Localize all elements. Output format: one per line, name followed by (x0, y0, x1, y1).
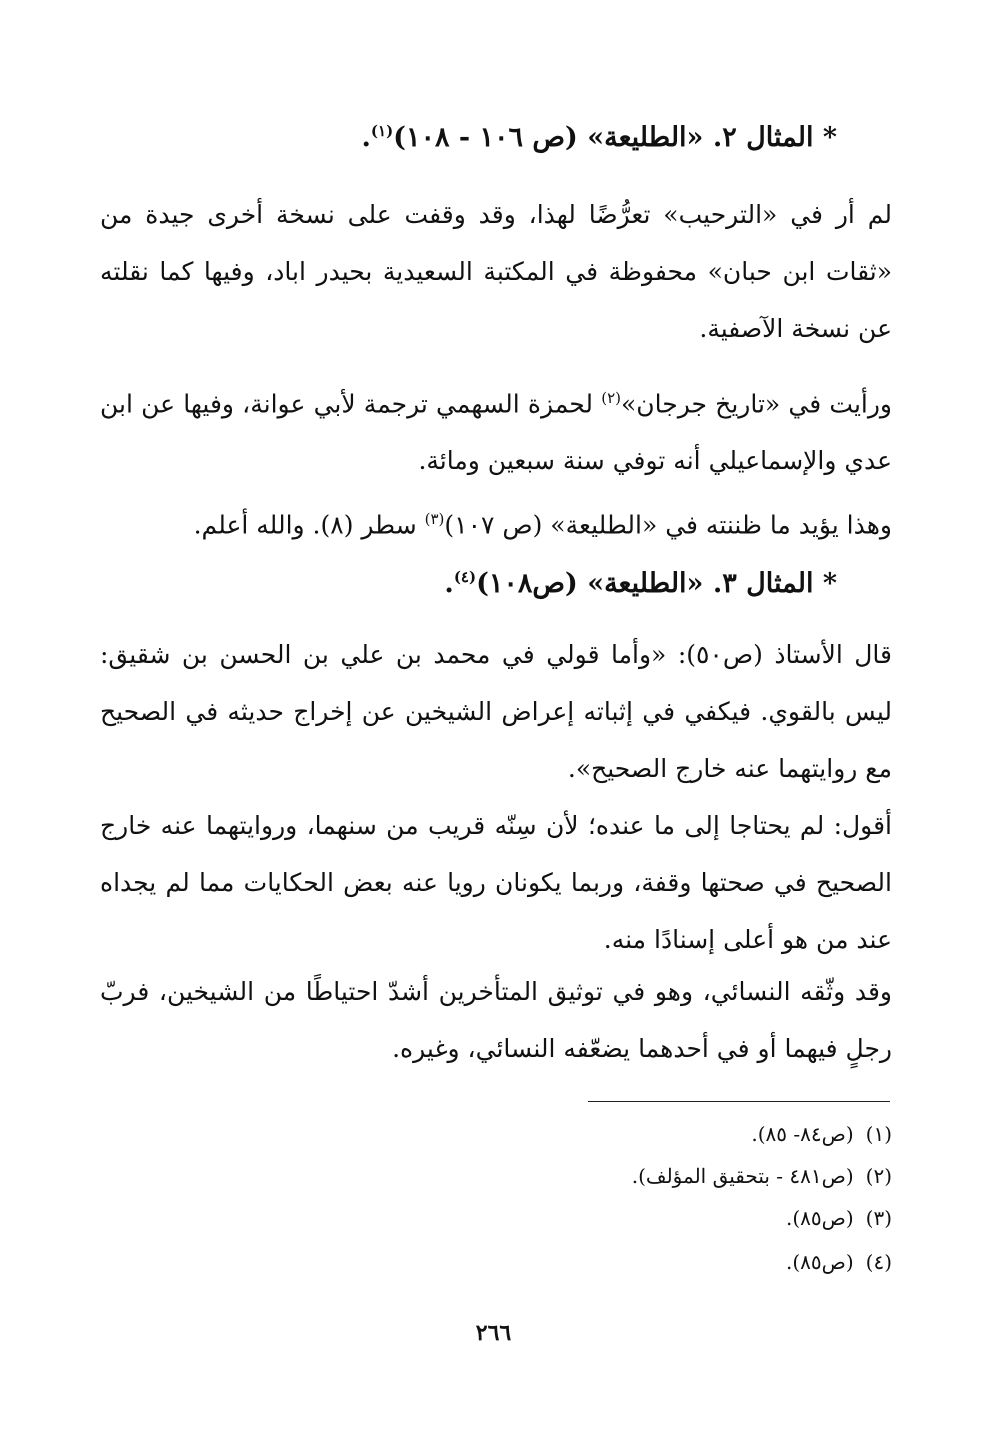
paragraph-response (100, 797, 892, 968)
footnote-3-number: (٣) (865, 1206, 892, 1230)
page-number: ٢٦٦ (475, 1320, 512, 1346)
footnote-ref-3: (٣) (424, 510, 445, 528)
example-3-heading-text: * المثال ٣. «الطليعة» (ص١٠٨) (476, 568, 837, 599)
paragraph-tarikh-jurjan (100, 370, 892, 489)
footnote-3 (786, 1206, 892, 1230)
footnote-4 (786, 1250, 892, 1274)
footnote-2-number: (٢) (865, 1164, 892, 1188)
paragraph-ustadh-quote-text: قال الأستاذ (ص٥٠): «وأما قولي في محمد بن علي بن الحسن بن شقيق: ليس بالقوي. فيكفي في إثباته إعراض الشيخين عن إخراج حديثه في الصحيح مع روايتهما عنه خارج الصحيح». (100, 640, 892, 783)
example-2-heading: * المثال ٢. «الطليعة» (ص ١٠٦ - ١٠٨)$^{(١)}$. (361, 122, 837, 153)
paragraph-ustadh-quote (100, 626, 892, 797)
paragraph-tarheeb (100, 186, 892, 357)
footnote-3-text: (ص٨٥). (785, 1206, 854, 1230)
footnote-ref-4: (٤) (453, 568, 477, 586)
footnote-4-number: (٤) (865, 1250, 892, 1274)
paragraph-nasai (100, 963, 892, 1077)
footnote-1-number: (١) (865, 1122, 892, 1146)
footnote-2-text: (ص٤٨١ - بتحقيق المؤلف). (631, 1164, 854, 1188)
footnote-separator (588, 1101, 890, 1102)
paragraph-response-text: أقول: لم يحتاجا إلى ما عنده؛ لأن سِنّه قريب من سنهما، وروايتهما عنه خارج الصحيح في صحتها وقفة، وربما يكونان رويا عنه بعض الحكايات مما لم يجداه عند من هو أعلى إسنادًا منه. (100, 811, 892, 954)
footnote-1 (751, 1122, 892, 1146)
paragraph-confirmation-before: وهذا يؤيد ما ظننته في «الطليعة» (ص ١٠٧) (444, 510, 892, 540)
footnote-4-text: (ص٨٥). (785, 1250, 854, 1274)
paragraph-tarikh-jurjan-after: لحمزة السهمي ترجمة لأبي عوانة، وفيها عن ابن عدي والإسماعيلي أنه توفي سنة سبعين ومائة. (100, 389, 892, 476)
footnote-1-text: (ص٨٤- ٨٥). (751, 1122, 854, 1146)
footnote-ref-2: (٢) (601, 389, 622, 407)
paragraph-tarikh-jurjan-before: ورأيت في «تاريخ جرجان» (621, 389, 892, 419)
paragraph-confirmation-after: سطر (٨). والله أعلم. (193, 510, 425, 540)
paragraph-tarheeb-text: لم أر في «الترحيب» تعرُّضًا لهذا، وقد وقفت على نسخة أخرى جيدة من «ثقات ابن حبان» محفوظة في المكتبة السعيدية بحيدر اباد، وفيها كما نقلته عن نسخة الآصفية. (100, 200, 892, 343)
paragraph-nasai-text: وقد وثّقه النسائي، وهو في توثيق المتأخرين أشدّ احتياطًا من الشيخين، فربّ رجلٍ فيهما أو في أحدهما يضعّفه النسائي، وغيره. (100, 977, 892, 1063)
footnote-2 (632, 1164, 892, 1188)
footnote-ref-1: (١) (370, 122, 394, 140)
example-3-heading: * المثال ٣. «الطليعة» (ص١٠٨)$^{(٤)}$. (444, 568, 837, 599)
example-2-heading-text: * المثال ٢. «الطليعة» (ص ١٠٦ - ١٠٨) (393, 122, 837, 153)
paragraph-confirmation (100, 491, 892, 553)
